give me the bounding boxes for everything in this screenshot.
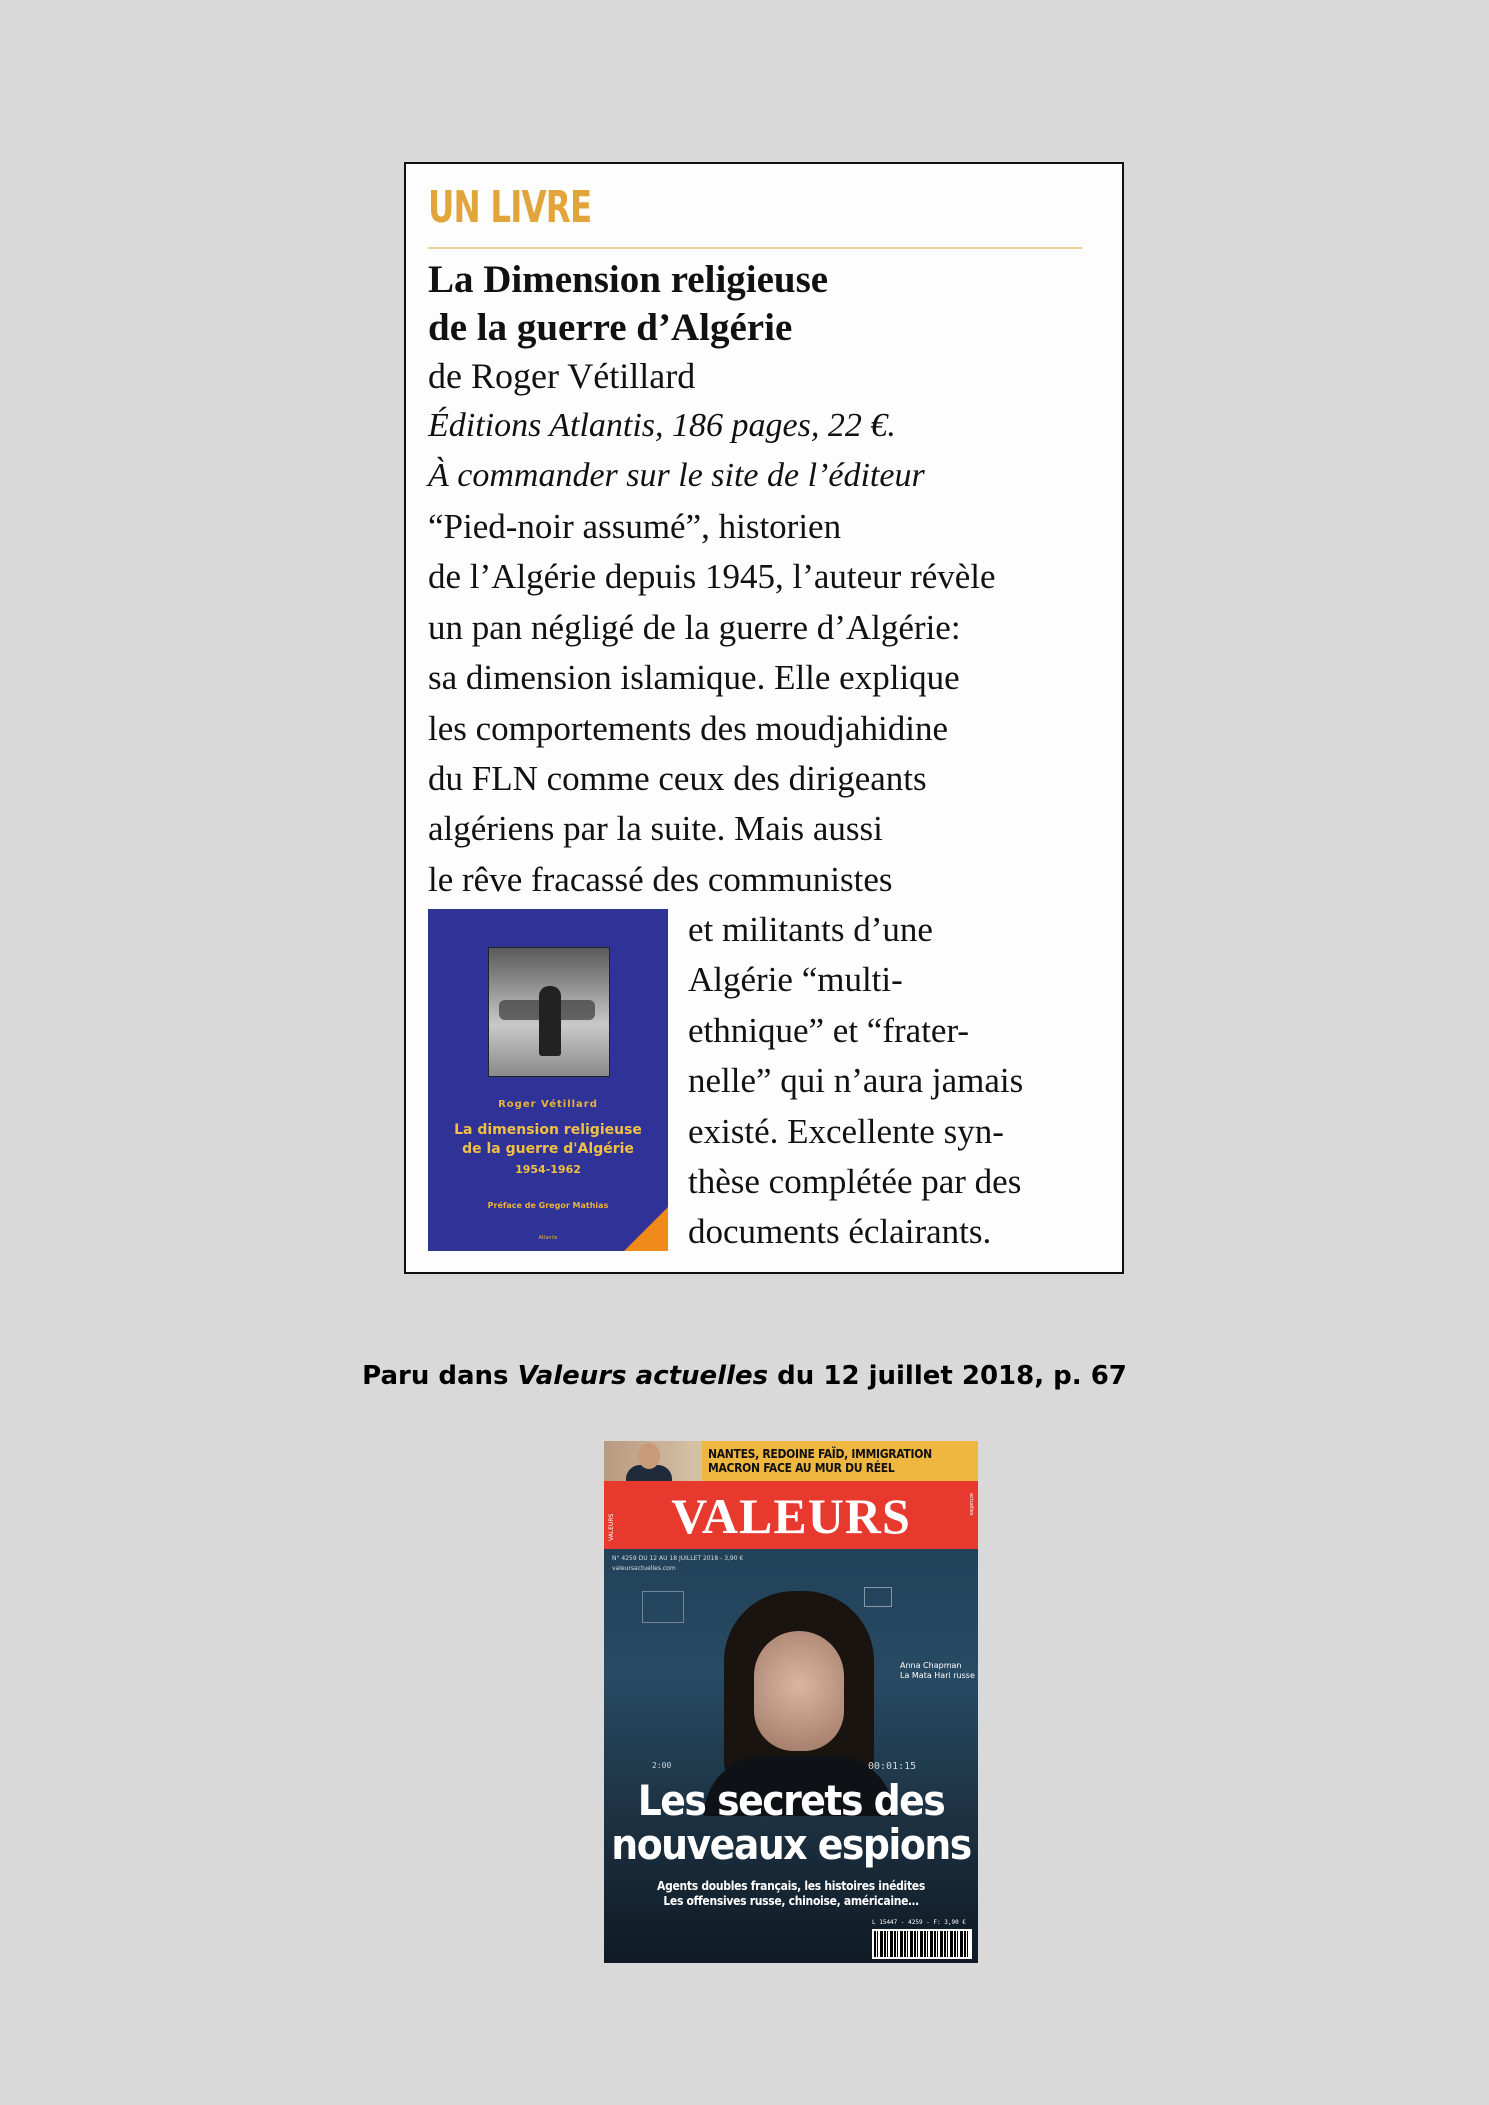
book-title: [428, 256, 1088, 352]
magazine-headline: [604, 1776, 978, 1869]
cover-author: Roger Vétillard: [498, 1099, 598, 1110]
portrait-face: [754, 1631, 844, 1751]
portrait-caption: [900, 1661, 975, 1681]
book-author: de Roger Vétillard: [428, 356, 696, 396]
headline-line-2: nouveaux espions: [611, 1820, 971, 1869]
book-title-line-2: de la guerre d’Algérie: [428, 306, 793, 349]
review-text-wrapped: [688, 905, 1023, 1258]
caption-prefix: Paru dans: [362, 1361, 518, 1391]
review-line: et militants d’une: [688, 910, 933, 949]
magazine-logo: VALEURS: [671, 1488, 911, 1544]
cover-photo-figure: [539, 986, 561, 1056]
press-clipping: [404, 162, 1124, 1274]
cover-title-line-1: La dimension religieuse: [454, 1122, 642, 1138]
order-note: À commander sur le site de l’éditeur: [428, 457, 925, 494]
surveillance-counter: 2:00: [652, 1761, 672, 1770]
barcode-icon: [872, 1929, 972, 1959]
review-line: de l’Algérie depuis 1945, l’auteur révèle: [428, 557, 996, 597]
review-line: existé. Excellente syn-: [688, 1111, 1004, 1151]
magazine-subheadline: [604, 1879, 978, 1909]
magazine-teaser-2: MACRON FACE AU MUR DU RÉEL: [708, 1461, 895, 1475]
cover-preface: Préface de Gregor Mathias: [487, 1201, 609, 1210]
section-kicker: UN LIVRE: [428, 182, 592, 233]
book-title-line-1: La Dimension religieuse: [428, 258, 829, 301]
review-line: le rêve fracassé des communistes: [428, 859, 893, 899]
review-line: “Pied-noir assumé”, historien: [428, 507, 842, 546]
caption-magazine: Valeurs actuelles: [517, 1361, 769, 1391]
cover-editor: Atlantis: [538, 1235, 558, 1241]
cover-title: [428, 1121, 668, 1159]
review-line: du FLN comme ceux des dirigeants: [428, 759, 927, 799]
barcode-number: L 15447 - 4259 - F: 3,90 €: [872, 1919, 966, 1926]
magazine-masthead-band: [604, 1481, 978, 1549]
review-line: thèse complétée par des: [688, 1162, 1022, 1202]
magazine-website: valeursactuelles.com: [612, 1565, 676, 1572]
review-line: un pan négligé de la guerre d’Algérie:: [428, 607, 961, 647]
book-cover-image: [428, 909, 668, 1251]
magazine-top-photo: [604, 1441, 702, 1481]
portrait-name: Anna Chapman: [900, 1661, 962, 1670]
cover-years: 1954-1962: [515, 1163, 581, 1176]
surveillance-timecode: 00:01:15: [868, 1761, 917, 1772]
review-text: [428, 502, 996, 905]
barcode-area: [872, 1911, 972, 1959]
top-photo-face: [638, 1443, 660, 1469]
review-line: les comportements des moudjahidine: [428, 708, 949, 748]
review-line: documents éclairants.: [688, 1212, 992, 1252]
review-line: sa dimension islamique. Elle explique: [428, 658, 960, 698]
review-line: Algérie “multi-: [688, 960, 903, 1000]
headline-line-1: Les secrets des: [637, 1776, 945, 1825]
publisher-info: Éditions Atlantis, 186 pages, 22 €.: [428, 407, 896, 444]
magazine-top-strip: [604, 1441, 978, 1481]
cover-corner-accent: [624, 1207, 668, 1251]
masthead-side-right: actuelles: [968, 1493, 974, 1516]
subheadline-line-2: Les offensives russe, chinoise, américaine…: [663, 1894, 919, 1908]
magazine-teaser-1: NANTES, REDOINE FAÏD, IMMIGRATION: [708, 1447, 932, 1461]
portrait-subtitle: La Mata Hari russe: [900, 1671, 975, 1680]
cover-photo: [488, 947, 610, 1077]
magazine-cover-image: [604, 1441, 978, 1963]
review-line: algériens par la suite. Mais aussi: [428, 809, 883, 849]
caption-suffix: du 12 juillet 2018, p. 67: [768, 1361, 1127, 1391]
kicker-divider: [428, 247, 1082, 249]
masthead-side-left: VALEURS: [608, 1513, 615, 1541]
subheadline-line-1: Agents doubles français, les histoires inédites: [657, 1879, 925, 1893]
camera-frame-marker: [642, 1591, 684, 1623]
source-caption: [0, 1358, 1489, 1394]
review-line: nelle” qui n’aura jamais: [688, 1061, 1024, 1101]
cover-title-line-2: de la guerre d'Algérie: [462, 1141, 634, 1157]
magazine-issue-line: N° 4259 DU 12 AU 18 JUILLET 2018 - 3,90 €: [612, 1555, 744, 1562]
review-line: ethnique” et “frater-: [688, 1010, 970, 1050]
